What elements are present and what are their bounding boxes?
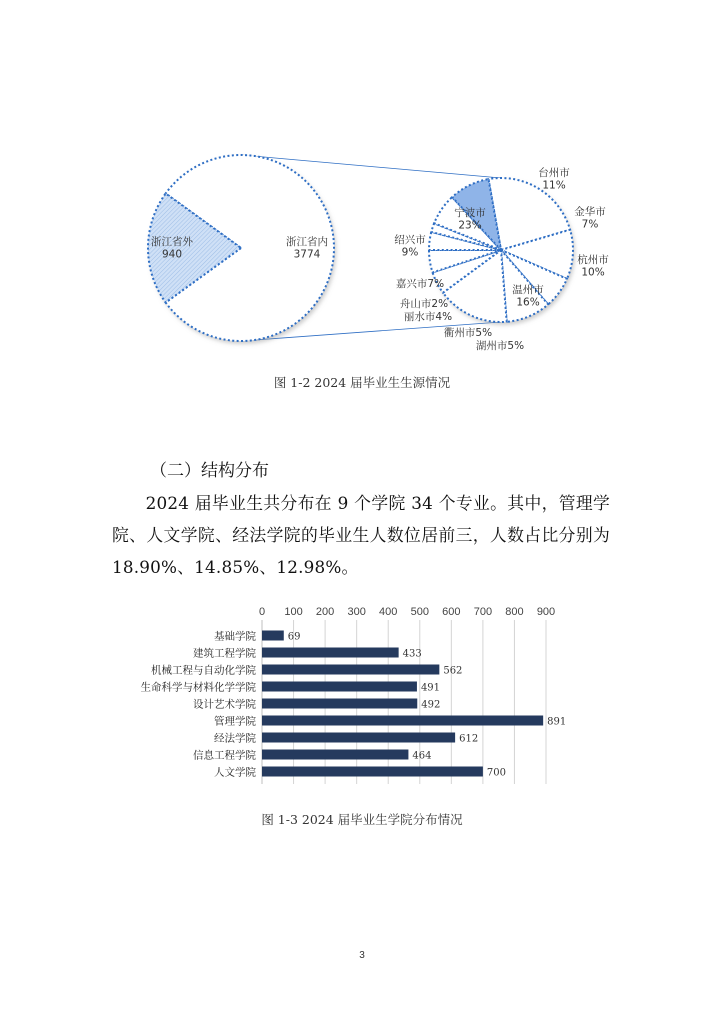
page-number: 3 bbox=[359, 950, 365, 961]
bar-tick-label: 700 bbox=[473, 606, 493, 618]
detail-pie-label: 宁波市 bbox=[454, 207, 486, 219]
bar-category-label: 管理学院 bbox=[214, 715, 256, 728]
detail-pie-label: 绍兴市 bbox=[394, 234, 426, 246]
detail-pie-label: 湖州市5% bbox=[475, 340, 525, 352]
detail-pie-label: 9% bbox=[401, 246, 419, 259]
college-bar-chart bbox=[0, 595, 724, 790]
bar-tick-label: 100 bbox=[284, 606, 303, 618]
bar-tick-label: 300 bbox=[347, 606, 366, 618]
bar-category-label: 设计艺术学院 bbox=[193, 698, 256, 711]
detail-pie-label: 台州市 bbox=[538, 167, 570, 179]
bar-value-label: 891 bbox=[547, 716, 567, 728]
figure-2-caption: 图 1-3 2024 届毕业生学院分布情况 bbox=[261, 812, 463, 827]
bar-tick-label: 0 bbox=[258, 606, 266, 618]
bar bbox=[262, 750, 408, 760]
bar-tick-label: 600 bbox=[442, 606, 461, 618]
body-paragraph: 2024 届毕业生共分布在 9 个学院 34 个专业。其中，管理学院、人文学院、经法学院的毕业生人数位居前三，人数占比分别为 18.90%、14.85%、12.98%。 bbox=[112, 493, 610, 577]
bar bbox=[262, 665, 439, 675]
figure-1-caption: 图 1-2 2024 届毕业生生源情况 bbox=[273, 375, 451, 390]
bar-tick-label: 200 bbox=[315, 606, 335, 618]
detail-pie-label: 7% bbox=[581, 218, 599, 231]
detail-pie-label: 温州市 bbox=[512, 284, 544, 296]
bar bbox=[262, 631, 284, 641]
bar-tick-label: 500 bbox=[410, 606, 429, 618]
detail-pie-label: 16% bbox=[516, 296, 540, 309]
section-heading: （二）结构分布 bbox=[150, 461, 269, 481]
bar bbox=[262, 699, 417, 709]
bar-value-label: 491 bbox=[420, 682, 441, 694]
bar-value-label: 492 bbox=[421, 699, 441, 711]
bar-value-label: 700 bbox=[486, 767, 506, 779]
bar bbox=[262, 648, 399, 658]
bar-value-label: 612 bbox=[459, 733, 479, 745]
bar-value-label: 464 bbox=[412, 750, 432, 762]
detail-pie-label: 丽水市4% bbox=[403, 311, 453, 323]
detail-pie-label: 11% bbox=[542, 179, 566, 192]
bar bbox=[262, 767, 483, 777]
bar-category-label: 人文学院 bbox=[214, 766, 256, 779]
main-pie-label-inside: 3774 bbox=[293, 248, 321, 261]
bar-tick-labels bbox=[259, 606, 555, 618]
bar-value-label: 69 bbox=[287, 631, 301, 643]
detail-pie-label: 23% bbox=[458, 219, 482, 232]
main-pie-label-inside: 浙江省内 bbox=[286, 236, 328, 248]
bar-category-label: 生命科学与材料化学学院 bbox=[140, 681, 256, 694]
detail-pie bbox=[429, 178, 573, 322]
bar-tick-label: 800 bbox=[505, 606, 524, 618]
main-pie-label-outside: 浙江省外 bbox=[151, 236, 193, 248]
detail-pie-label: 衢州市5% bbox=[443, 327, 493, 339]
bar-category-label: 经法学院 bbox=[214, 732, 256, 745]
bar-category-label: 机械工程与自动化学院 bbox=[151, 664, 256, 677]
bar bbox=[262, 716, 543, 726]
main-pie-label-outside: 940 bbox=[161, 248, 183, 261]
detail-pie-label: 杭州市 bbox=[577, 254, 609, 266]
bar bbox=[262, 682, 417, 692]
bar-tick-label: 900 bbox=[536, 606, 556, 618]
detail-pie-label: 10% bbox=[581, 266, 605, 279]
bar-category-labels bbox=[141, 630, 257, 779]
bar-category-label: 建筑工程学院 bbox=[193, 647, 256, 660]
detail-pie-label: 舟山市2% bbox=[399, 298, 449, 310]
bar-tick-label: 400 bbox=[379, 606, 398, 618]
bar bbox=[262, 733, 455, 743]
bar-value-label: 562 bbox=[443, 665, 463, 677]
bar-value-label: 433 bbox=[402, 648, 422, 660]
detail-pie-label: 金华市 bbox=[574, 206, 606, 218]
detail-pie-label: 嘉兴市7% bbox=[395, 278, 445, 290]
bar-category-label: 信息工程学院 bbox=[193, 749, 256, 762]
source-pie-chart bbox=[0, 0, 724, 370]
bar-category-label: 基础学院 bbox=[214, 630, 256, 643]
